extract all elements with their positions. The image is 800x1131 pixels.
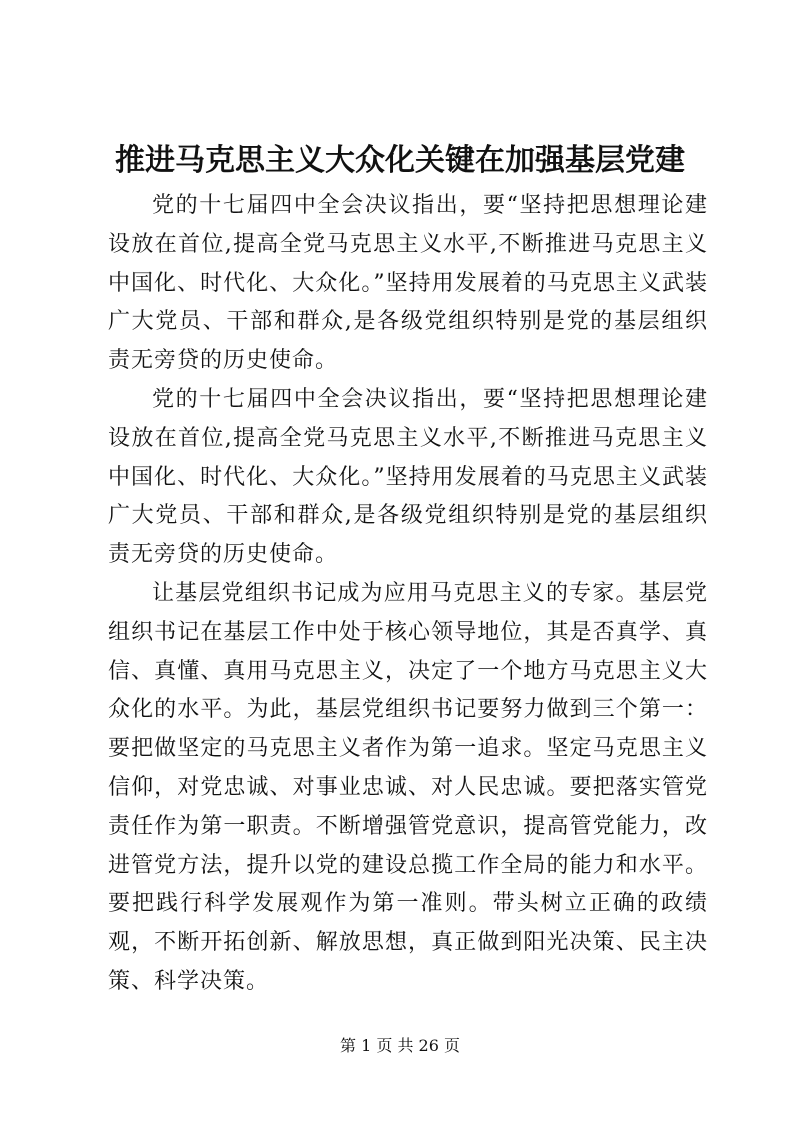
paragraph-1: 党的十七届四中全会决议指出，要“坚持把思想理论建设放在首位,提高全党马克思主义水平,不断推进马克思主义中国化、时代化、大众化。”坚持用发展着的马克思主义武装广大党员、干部和群众,是各级党组织特别是党的基层组织责无旁贷的历史使命。 bbox=[108, 193, 708, 374]
paragraph-2: 党的十七届四中全会决议指出，要“坚持把思想理论建设放在首位,提高全党马克思主义水平,不断推进马克思主义中国化、时代化、大众化。”坚持用发展着的马克思主义武装广大党员、干部和群众,是各级党组织特别是党的基层组织责无旁贷的历史使命。 bbox=[108, 386, 708, 568]
document-body bbox=[108, 187, 708, 1002]
document-title: 推进马克思主义大众化关键在加强基层党建 bbox=[115, 143, 685, 178]
paragraph-3: 让基层党组织书记成为应用马克思主义的专家。基层党组织书记在基层工作中处于核心领导地位，其是否真学、真信、真懂、真用马克思主义，决定了一个地方马克思主义大众化的水平。为此，基层党组织书记要努力做到三个第一：要把做坚定的马克思主义者作为第一追求。坚定马克思主义信仰，对党忠诚、对事业忠诚、对人民忠诚。要把落实管党责任作为第一职责。不断增强管党意识，提高管党能力，改进管党方法，提升以党的建设总揽工作全局的能力和水平。要把践行科学发展观作为第一准则。带头树立正确的政绩观，不断开拓创新、解放思想，真正做到阳光决策、民主决策、科学决策。 bbox=[108, 580, 708, 994]
page-number-footer: 第 1 页 共 26 页 bbox=[340, 1036, 460, 1055]
